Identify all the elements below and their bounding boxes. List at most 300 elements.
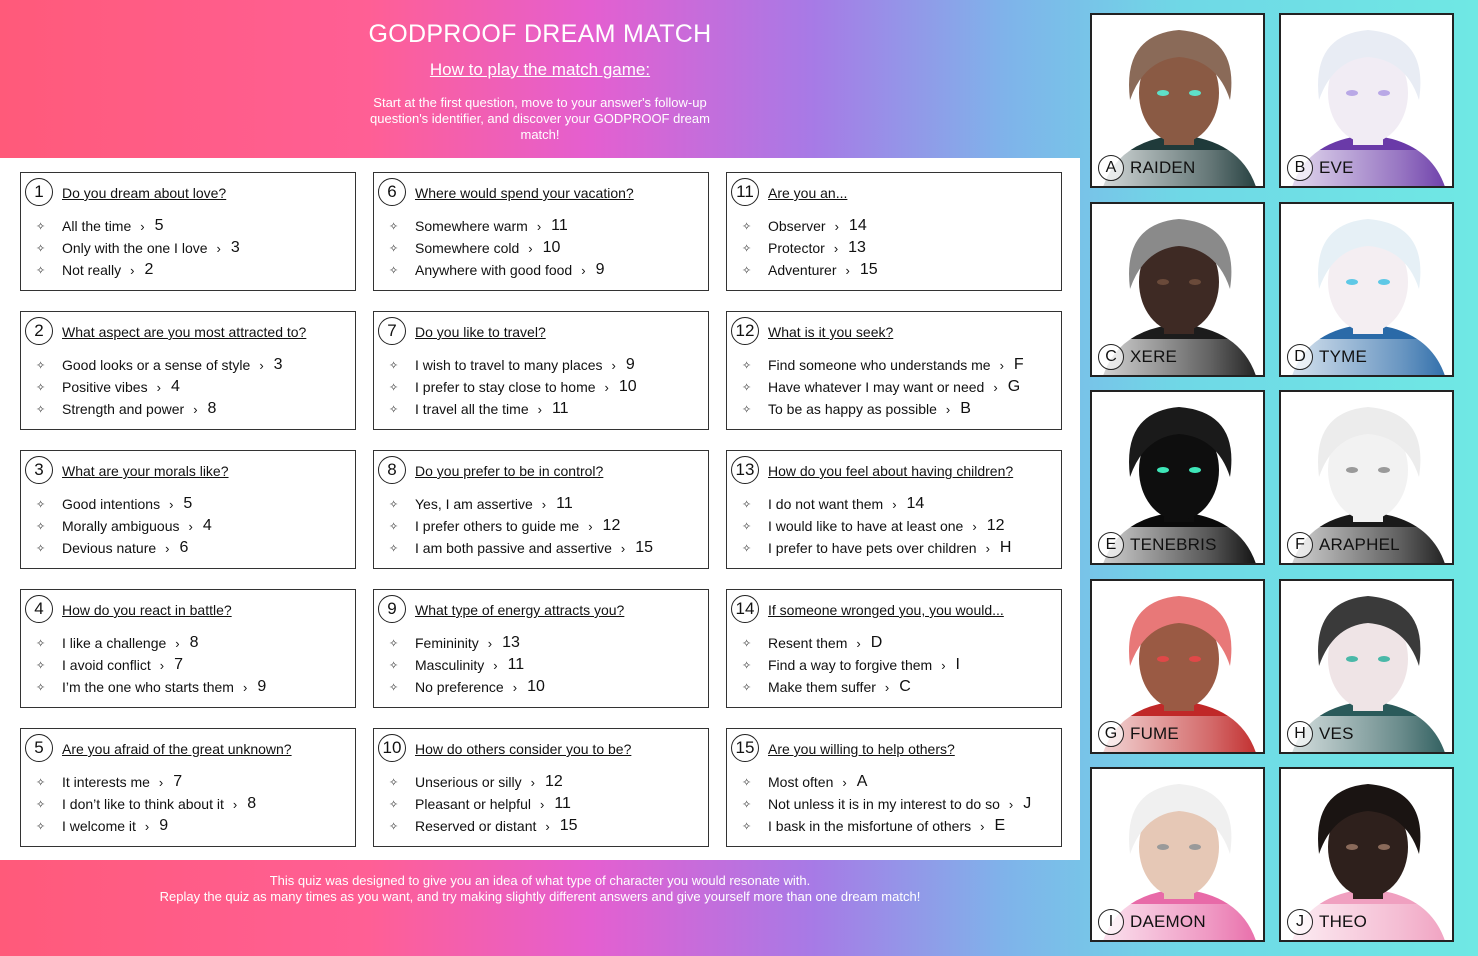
sparkle-bullet-icon: ✧ — [36, 681, 46, 694]
question-text: What type of energy attracts you? — [415, 602, 625, 618]
answer-option[interactable] — [36, 237, 240, 259]
arrow-right-icon: › — [1008, 796, 1014, 812]
character-letter: F — [1287, 532, 1313, 558]
sparkle-bullet-icon: ✧ — [36, 659, 46, 672]
answer-option[interactable] — [36, 676, 266, 698]
question-text: Do you dream about love? — [62, 185, 227, 201]
answer-option[interactable] — [742, 259, 878, 281]
answer-label: Most often — [768, 774, 834, 790]
footer-line-1: This quiz was designed to give you an idea of what type of character you would resonate with. — [269, 873, 811, 888]
answer-label: Protector — [768, 240, 825, 256]
sparkle-bullet-icon: ✧ — [389, 798, 399, 811]
next-step-id: 4 — [170, 378, 180, 395]
next-step-id: 10 — [618, 378, 637, 395]
character-card[interactable] — [1279, 767, 1454, 942]
next-step-id: 14 — [848, 217, 867, 234]
arrow-right-icon: › — [528, 240, 533, 256]
sparkle-bullet-icon: ✧ — [742, 776, 752, 789]
answer-label: I am both passive and assertive — [415, 540, 612, 556]
question-card — [373, 450, 709, 569]
next-step-id: 14 — [906, 495, 925, 512]
question-card — [726, 172, 1062, 291]
character-name-bar — [1281, 716, 1452, 752]
answer-label: Femininity — [415, 635, 479, 651]
answer-label: Find someone who understands me — [768, 357, 991, 373]
question-card — [20, 728, 356, 847]
sparkle-bullet-icon: ✧ — [36, 542, 46, 555]
answer-list — [36, 771, 256, 837]
next-step-id: 13 — [848, 239, 866, 256]
next-step-id: 11 — [551, 217, 568, 234]
question-number: 9 — [378, 595, 406, 623]
next-step-id: 12 — [544, 773, 563, 790]
answer-label: Make them suffer — [768, 679, 876, 695]
sparkle-bullet-icon: ✧ — [389, 359, 399, 372]
arrow-right-icon: › — [232, 796, 238, 812]
answer-option[interactable] — [742, 676, 960, 698]
answer-option[interactable] — [389, 793, 578, 815]
answer-label: Yes, I am assertive — [415, 496, 533, 512]
next-step-id: 8 — [247, 795, 257, 812]
arrow-right-icon: › — [193, 401, 198, 417]
answer-label: Morally ambiguous — [62, 518, 180, 534]
question-card — [20, 311, 356, 430]
answer-label: It interests me — [62, 774, 150, 790]
next-step-id: A — [856, 773, 868, 790]
character-name: FUME — [1130, 724, 1179, 743]
next-step-id: J — [1023, 795, 1032, 812]
question-text: Are you an... — [768, 185, 848, 201]
question-card — [20, 589, 356, 708]
answer-option[interactable] — [36, 259, 240, 281]
next-step-id: 4 — [202, 517, 212, 534]
arrow-right-icon: › — [539, 796, 545, 812]
character-letter: C — [1098, 344, 1124, 370]
answer-label: To be as happy as possible — [768, 401, 937, 417]
arrow-right-icon: › — [140, 218, 145, 234]
arrow-right-icon: › — [545, 818, 550, 834]
arrow-right-icon: › — [158, 774, 164, 790]
answer-list — [389, 215, 604, 281]
arrow-right-icon: › — [130, 262, 135, 278]
answer-label: I welcome it — [62, 818, 136, 834]
sparkle-bullet-icon: ✧ — [36, 403, 46, 416]
answer-option[interactable] — [389, 493, 653, 515]
answer-option[interactable] — [36, 515, 212, 537]
next-step-id: 5 — [154, 217, 164, 234]
question-number: 14 — [731, 595, 759, 623]
answer-option[interactable] — [742, 237, 878, 259]
character-name-bar — [1281, 339, 1452, 375]
footer-note — [60, 873, 1020, 905]
next-step-id: 15 — [859, 261, 878, 278]
next-step-id: 9 — [159, 817, 169, 834]
next-step-id: F — [1013, 356, 1024, 373]
character-card[interactable] — [1279, 579, 1454, 754]
sparkle-bullet-icon: ✧ — [36, 820, 46, 833]
arrow-right-icon: › — [892, 496, 897, 512]
question-card — [20, 450, 356, 569]
answer-option[interactable] — [36, 793, 256, 815]
sparkle-bullet-icon: ✧ — [742, 637, 752, 650]
answer-option[interactable] — [389, 632, 545, 654]
answer-label: I prefer to stay close to home — [415, 379, 596, 395]
next-step-id: 2 — [144, 261, 154, 278]
answer-list — [742, 493, 1011, 559]
character-letter: B — [1287, 155, 1313, 181]
arrow-right-icon: › — [972, 518, 977, 534]
portrait-eye-left — [1157, 656, 1169, 662]
answer-option[interactable] — [389, 215, 604, 237]
answer-option[interactable] — [742, 793, 1031, 815]
answer-option[interactable] — [389, 771, 578, 793]
arrow-right-icon: › — [611, 357, 616, 373]
character-letter: D — [1287, 344, 1313, 370]
sparkle-bullet-icon: ✧ — [36, 798, 46, 811]
answer-label: Not unless it is in my interest to do so — [768, 796, 1000, 812]
answer-label: I prefer others to guide me — [415, 518, 580, 534]
answer-option[interactable] — [742, 354, 1024, 376]
portrait-eye-left — [1346, 279, 1358, 285]
answer-option[interactable] — [389, 376, 637, 398]
answer-option[interactable] — [742, 376, 1024, 398]
character-name-bar — [1092, 150, 1263, 186]
answer-label: Good looks or a sense of style — [62, 357, 251, 373]
character-name-bar — [1092, 527, 1263, 563]
next-step-id: 6 — [179, 539, 189, 556]
character-card[interactable] — [1090, 202, 1265, 377]
question-text: If someone wronged you, you would... — [768, 602, 1004, 618]
answer-option[interactable] — [36, 771, 256, 793]
portrait-eye-left — [1346, 467, 1358, 473]
question-number: 2 — [25, 317, 53, 345]
sparkle-bullet-icon: ✧ — [389, 242, 399, 255]
answer-option[interactable] — [742, 398, 1024, 420]
question-text: How do you feel about having children? — [768, 463, 1014, 479]
answer-option[interactable] — [389, 354, 637, 376]
sparkle-bullet-icon: ✧ — [389, 220, 399, 233]
next-step-id: 15 — [559, 817, 578, 834]
answer-list — [36, 493, 212, 559]
arrow-right-icon: › — [165, 540, 170, 556]
arrow-right-icon: › — [188, 518, 193, 534]
instructions-text: Start at the first question, move to your answer's follow-up question's identifier, and discover your GODPROOF dream match! — [370, 95, 710, 142]
answer-list — [36, 632, 266, 698]
character-name: TYME — [1319, 347, 1368, 366]
sparkle-bullet-icon: ✧ — [742, 264, 752, 277]
character-letter: E — [1098, 532, 1124, 558]
arrow-right-icon: › — [537, 401, 542, 417]
next-step-id: D — [870, 634, 883, 651]
arrow-right-icon: › — [985, 540, 990, 556]
next-step-id: 9 — [625, 356, 635, 373]
arrow-right-icon: › — [175, 635, 180, 651]
arrow-right-icon: › — [588, 518, 593, 534]
arrow-right-icon: › — [493, 657, 498, 673]
answer-option[interactable] — [36, 632, 266, 654]
answer-option[interactable] — [389, 537, 653, 559]
answer-label: Resent them — [768, 635, 848, 651]
sparkle-bullet-icon: ✧ — [36, 220, 46, 233]
sparkle-bullet-icon: ✧ — [36, 498, 46, 511]
arrow-right-icon: › — [487, 635, 493, 651]
sparkle-bullet-icon: ✧ — [36, 381, 46, 394]
arrow-right-icon: › — [941, 657, 946, 673]
character-name: VES — [1319, 724, 1354, 743]
sparkle-bullet-icon: ✧ — [742, 403, 752, 416]
question-number: 12 — [731, 317, 759, 345]
portrait-eye-right — [1378, 90, 1390, 96]
question-number: 3 — [25, 456, 53, 484]
question-number: 11 — [731, 178, 759, 206]
sparkle-bullet-icon: ✧ — [389, 659, 399, 672]
answer-list — [389, 632, 545, 698]
answer-option[interactable] — [742, 632, 960, 654]
character-name-bar — [1281, 527, 1452, 563]
arrow-right-icon: › — [242, 679, 248, 695]
character-card[interactable] — [1090, 767, 1265, 942]
portrait-eye-right — [1378, 279, 1390, 285]
portrait-eye-right — [1189, 656, 1201, 662]
sparkle-bullet-icon: ✧ — [389, 264, 399, 277]
next-step-id: C — [899, 678, 911, 695]
arrow-right-icon: › — [620, 540, 626, 556]
next-step-id: 11 — [507, 656, 525, 673]
question-card — [726, 589, 1062, 708]
answer-label: Somewhere cold — [415, 240, 520, 256]
arrow-right-icon: › — [856, 635, 861, 651]
question-text: Do you like to travel? — [415, 324, 546, 340]
portrait-eye-right — [1189, 90, 1201, 96]
answer-option[interactable] — [742, 815, 1031, 837]
character-name: RAIDEN — [1130, 158, 1196, 177]
next-step-id: 9 — [257, 678, 267, 695]
answer-option[interactable] — [36, 537, 212, 559]
answer-option[interactable] — [742, 215, 878, 237]
answer-option[interactable] — [36, 398, 283, 420]
question-text: What aspect are you most attracted to? — [62, 324, 307, 340]
answer-option[interactable] — [389, 676, 545, 698]
answer-option[interactable] — [389, 515, 653, 537]
answer-label: I avoid conflict — [62, 657, 151, 673]
answer-label: I travel all the time — [415, 401, 529, 417]
next-step-id: E — [994, 817, 1006, 834]
answer-option[interactable] — [36, 815, 256, 837]
next-step-id: 3 — [230, 239, 240, 256]
question-number: 15 — [731, 734, 759, 762]
next-step-id: 10 — [542, 239, 561, 256]
character-name: THEO — [1319, 912, 1368, 931]
answer-label: I would like to have at least one — [768, 518, 964, 534]
arrow-right-icon: › — [216, 240, 221, 256]
portrait-eye-right — [1189, 279, 1201, 285]
answer-option[interactable] — [389, 654, 545, 676]
answer-label: Devious nature — [62, 540, 157, 556]
next-step-id: B — [960, 400, 971, 417]
answer-label: Strength and power — [62, 401, 185, 417]
answer-option[interactable] — [742, 771, 1031, 793]
sparkle-bullet-icon: ✧ — [389, 776, 399, 789]
answer-label: I don’t like to think about it — [62, 796, 224, 812]
question-text: Are you willing to help others? — [768, 741, 955, 757]
answer-list — [742, 215, 878, 281]
character-name: XERE — [1130, 347, 1178, 366]
answer-list — [36, 354, 283, 420]
answer-label: Observer — [768, 218, 826, 234]
question-number: 6 — [378, 178, 406, 206]
character-card[interactable] — [1279, 202, 1454, 377]
sparkle-bullet-icon: ✧ — [389, 403, 399, 416]
answer-option[interactable] — [36, 354, 283, 376]
answer-option[interactable] — [742, 654, 960, 676]
next-step-id: 7 — [174, 656, 183, 673]
header — [320, 20, 760, 143]
answer-label: Masculinity — [415, 657, 485, 673]
next-step-id: 12 — [986, 517, 1005, 534]
answer-list — [742, 632, 960, 698]
sparkle-bullet-icon: ✧ — [36, 637, 46, 650]
answer-list — [389, 493, 653, 559]
answer-option[interactable] — [742, 515, 1011, 537]
answer-list — [389, 354, 637, 420]
next-step-id: 11 — [556, 495, 573, 512]
question-text: Do you prefer to be in control? — [415, 463, 604, 479]
portrait-eye-right — [1189, 844, 1201, 850]
answer-label: I like a challenge — [62, 635, 167, 651]
next-step-id: H — [999, 539, 1012, 556]
answer-option[interactable] — [36, 215, 240, 237]
portrait-eye-left — [1346, 90, 1358, 96]
portrait-eye-left — [1157, 90, 1169, 96]
arrow-right-icon: › — [512, 679, 518, 695]
arrow-right-icon: › — [884, 679, 890, 695]
question-card — [373, 172, 709, 291]
question-number: 7 — [378, 317, 406, 345]
character-card[interactable] — [1090, 13, 1265, 188]
character-card[interactable] — [1279, 390, 1454, 565]
character-name-bar — [1092, 904, 1263, 940]
character-card[interactable] — [1090, 390, 1265, 565]
sparkle-bullet-icon: ✧ — [36, 359, 46, 372]
next-step-id: 11 — [554, 795, 571, 812]
question-card — [373, 589, 709, 708]
sparkle-bullet-icon: ✧ — [742, 242, 752, 255]
answer-option[interactable] — [742, 493, 1011, 515]
answer-label: I’m the one who starts them — [62, 679, 234, 695]
answer-label: Have whatever I may want or need — [768, 379, 985, 395]
character-name: EVE — [1319, 158, 1354, 177]
sparkle-bullet-icon: ✧ — [389, 637, 399, 650]
arrow-right-icon: › — [842, 774, 847, 790]
sparkle-bullet-icon: ✧ — [389, 381, 399, 394]
sparkle-bullet-icon: ✧ — [742, 220, 752, 233]
sparkle-bullet-icon: ✧ — [36, 242, 46, 255]
question-number: 10 — [378, 734, 406, 762]
sparkle-bullet-icon: ✧ — [742, 820, 752, 833]
character-card[interactable] — [1090, 579, 1265, 754]
answer-option[interactable] — [389, 237, 604, 259]
answer-option[interactable] — [36, 493, 212, 515]
question-text: Where would spend your vacation? — [415, 185, 634, 201]
question-text: What are your morals like? — [62, 463, 229, 479]
character-letter: G — [1098, 721, 1124, 747]
question-text: How do you react in battle? — [62, 602, 232, 618]
question-number: 8 — [378, 456, 406, 484]
sparkle-bullet-icon: ✧ — [742, 798, 752, 811]
answer-label: Only with the one I love — [62, 240, 208, 256]
answer-option[interactable] — [36, 654, 266, 676]
next-step-id: 9 — [595, 261, 605, 278]
character-name-bar — [1092, 339, 1263, 375]
answer-list — [389, 771, 578, 837]
sparkle-bullet-icon: ✧ — [742, 681, 752, 694]
answer-label: Unserious or silly — [415, 774, 522, 790]
answer-option[interactable] — [389, 815, 578, 837]
answer-option[interactable] — [389, 398, 637, 420]
question-card — [373, 728, 709, 847]
question-text: What is it you seek? — [768, 324, 894, 340]
next-step-id: 13 — [502, 634, 520, 651]
portrait-eye-left — [1157, 844, 1169, 850]
answer-label: Adventurer — [768, 262, 837, 278]
answer-label: Good intentions — [62, 496, 161, 512]
sparkle-bullet-icon: ✧ — [36, 264, 46, 277]
sparkle-bullet-icon: ✧ — [742, 498, 752, 511]
character-name: DAEMON — [1130, 912, 1206, 931]
portrait-eye-left — [1157, 467, 1169, 473]
answer-label: Pleasant or helpful — [415, 796, 531, 812]
portrait-eye-right — [1378, 656, 1390, 662]
sparkle-bullet-icon: ✧ — [389, 681, 399, 694]
next-step-id: 12 — [602, 517, 621, 534]
answer-option[interactable] — [389, 259, 604, 281]
answer-list — [742, 771, 1031, 837]
arrow-right-icon: › — [993, 379, 998, 395]
question-card — [373, 311, 709, 430]
portrait-eye-right — [1378, 844, 1390, 850]
sparkle-bullet-icon: ✧ — [389, 542, 399, 555]
next-step-id: G — [1007, 378, 1021, 395]
sparkle-bullet-icon: ✧ — [36, 520, 46, 533]
portrait-eye-right — [1189, 467, 1201, 473]
sparkle-bullet-icon: ✧ — [742, 359, 752, 372]
next-step-id: 3 — [273, 356, 283, 373]
question-text: Are you afraid of the great unknown? — [62, 741, 292, 757]
character-letter: A — [1098, 155, 1124, 181]
answer-label: I wish to travel to many places — [415, 357, 603, 373]
sparkle-bullet-icon: ✧ — [389, 498, 399, 511]
question-number: 5 — [25, 734, 53, 762]
arrow-right-icon: › — [259, 357, 264, 373]
answer-label: All the time — [62, 218, 132, 234]
footer-line-2: Replay the quiz as many times as you want, and try making slightly different answers and give yourself more than one dream match! — [159, 889, 921, 904]
arrow-right-icon: › — [581, 262, 586, 278]
character-card[interactable] — [1279, 13, 1454, 188]
answer-label: Positive vibes — [62, 379, 148, 395]
arrow-right-icon: › — [604, 379, 609, 395]
arrow-right-icon: › — [845, 262, 850, 278]
arrow-right-icon: › — [945, 401, 951, 417]
next-step-id: 7 — [173, 773, 183, 790]
answer-label: I do not want them — [768, 496, 884, 512]
arrow-right-icon: › — [530, 774, 535, 790]
answer-label: Not really — [62, 262, 122, 278]
answer-option[interactable] — [742, 537, 1011, 559]
next-step-id: 5 — [183, 495, 193, 512]
arrow-right-icon: › — [834, 218, 839, 234]
portrait-eye-left — [1157, 279, 1169, 285]
answer-option[interactable] — [36, 376, 283, 398]
